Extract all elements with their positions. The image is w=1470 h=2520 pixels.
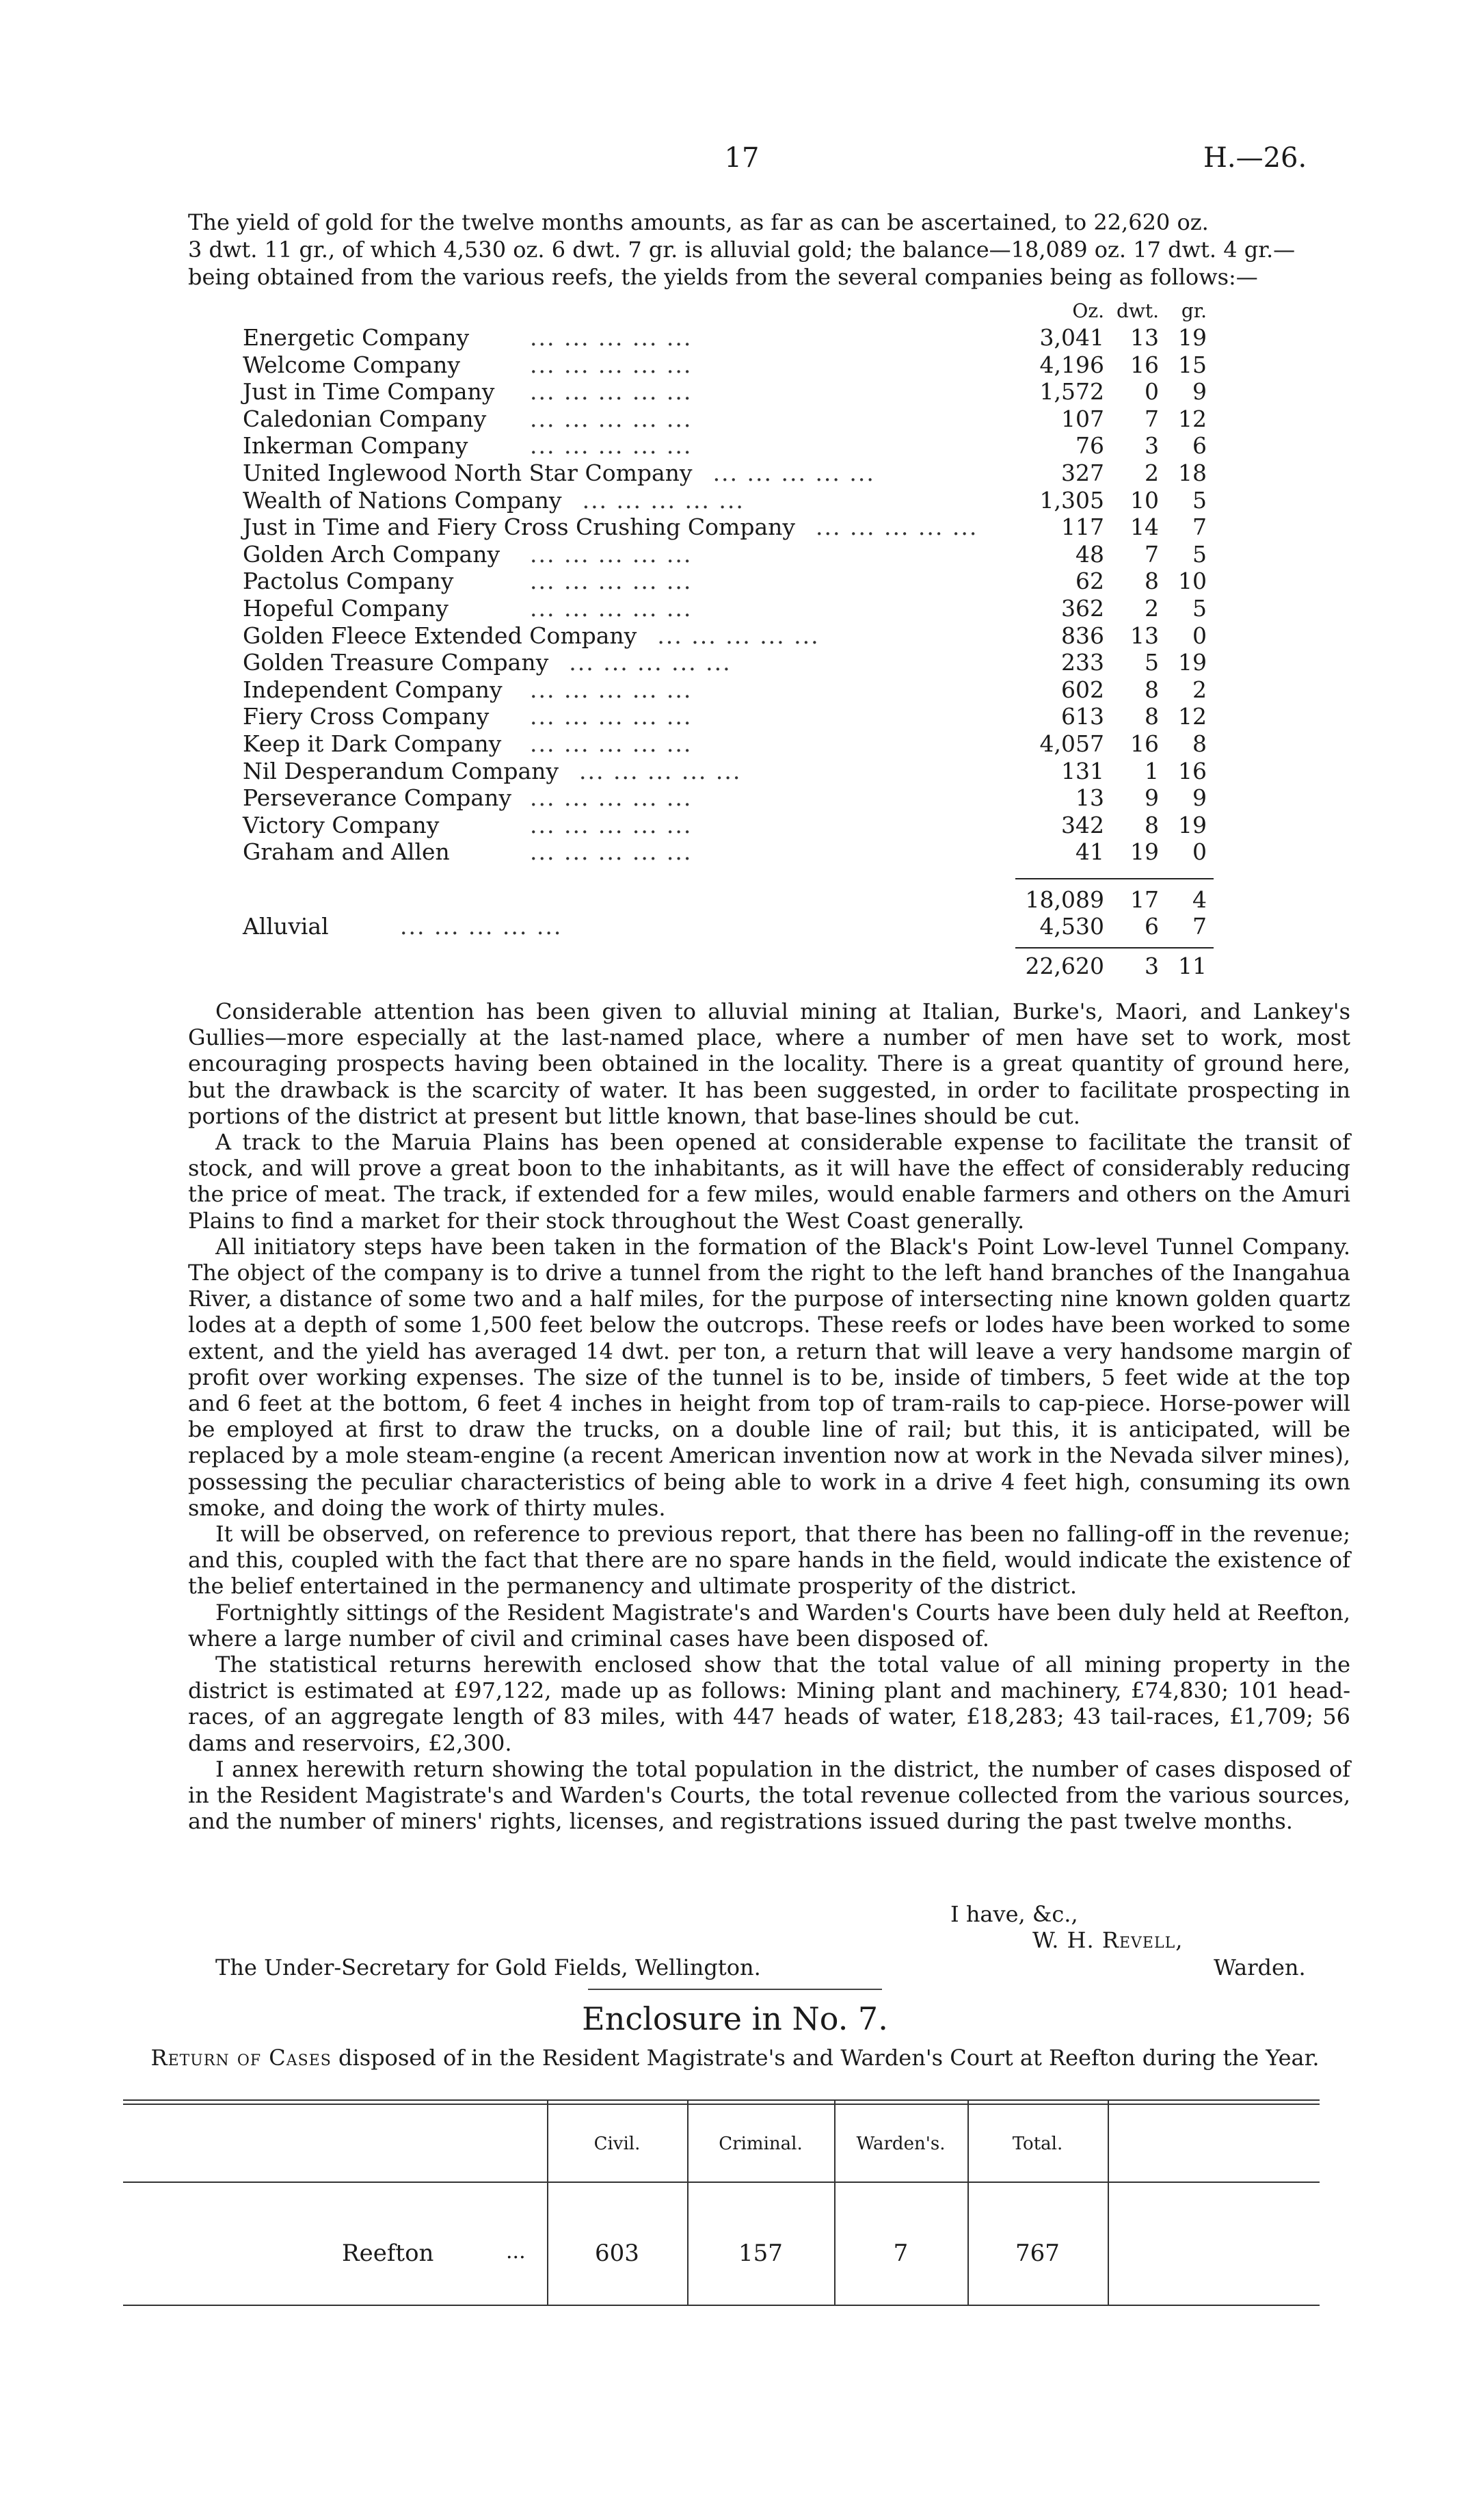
column-divider xyxy=(687,2099,689,2305)
company-yield-row xyxy=(243,730,1234,758)
yield-dwt: 13 xyxy=(1130,324,1159,351)
cell-total: 767 xyxy=(1015,2240,1060,2267)
alluvial-label: Alluvial xyxy=(243,913,329,940)
salutation: I have, &c., xyxy=(950,1901,1078,1927)
yield-gr: 8 xyxy=(1192,730,1207,757)
leader-dots: ... ... ... ... ... xyxy=(530,540,693,568)
yield-gr: 12 xyxy=(1178,703,1207,730)
yield-dwt: 8 xyxy=(1145,568,1159,595)
cell-criminal: 157 xyxy=(738,2240,783,2267)
yield-gr: 9 xyxy=(1192,784,1207,812)
yield-dwt: 1 xyxy=(1145,757,1159,784)
company-name: Independent Company xyxy=(243,676,503,703)
paragraph-annex: I annex herewith return showing the total population in the district, the number of cases disposed of in the Resident Magistrate's and Warden's Courts, the total revenue collected from the various sources, and the number of miners' rights, licenses, and registrations issued during the past twelve months. xyxy=(188,1755,1350,1835)
unit-header-oz: Oz. xyxy=(1072,300,1104,322)
column-divider xyxy=(1108,2099,1109,2305)
yield-oz: 62 xyxy=(1075,568,1104,595)
cell-wardens: 7 xyxy=(893,2240,909,2267)
yield-dwt: 16 xyxy=(1130,730,1159,757)
yield-oz: 76 xyxy=(1075,432,1104,460)
yield-oz: 1,305 xyxy=(1039,486,1104,514)
yield-oz: 131 xyxy=(1061,757,1104,784)
yield-oz: 342 xyxy=(1061,811,1104,838)
yield-oz: 4,057 xyxy=(1039,730,1104,757)
intro-paragraph xyxy=(188,209,1350,291)
yield-dwt: 9 xyxy=(1145,784,1159,812)
subtotal-rule xyxy=(1015,878,1214,879)
header-wardens: Warden's. xyxy=(856,2134,946,2154)
yield-gr: 16 xyxy=(1178,757,1207,784)
leader-dots: ... ... ... ... ... xyxy=(530,594,693,622)
company-name: United Inglewood North Star Company xyxy=(243,459,693,486)
leader-dots: ... ... ... ... ... xyxy=(530,378,693,406)
company-name: Golden Treasure Company xyxy=(243,649,549,676)
company-name: Graham and Allen xyxy=(243,838,450,866)
yield-gr: 19 xyxy=(1178,324,1207,351)
yield-gr: 12 xyxy=(1178,405,1207,432)
enclosure-title: Enclosure in No. 7. xyxy=(582,2000,888,2037)
yield-gr: 2 xyxy=(1192,676,1207,703)
company-name: Victory Company xyxy=(243,811,440,838)
yield-dwt: 7 xyxy=(1145,540,1159,568)
company-name: Keep it Dark Company xyxy=(243,730,502,757)
unit-header-dwt: dwt. xyxy=(1116,300,1159,322)
yield-oz: 48 xyxy=(1075,540,1104,568)
yield-gr: 5 xyxy=(1192,540,1207,568)
paragraph-revenue: It will be observed, on reference to previous report, that there has been no falling-off in the revenue; and this, coupled with the fact that there are no spare hands in the field, would indicate the existence of the belief entertained in the permanency and ultimate prosperity of the district. xyxy=(188,1521,1350,1600)
alluvial-row xyxy=(243,913,1234,940)
enclosure-subtitle-lead: Return of Cases xyxy=(150,2045,332,2071)
intro-line: The yield of gold for the twelve months amounts, as far as can be ascertained, to 22,620 oz. xyxy=(188,209,1209,235)
yield-gr: 5 xyxy=(1192,594,1207,622)
company-yield-row xyxy=(243,838,1234,866)
yield-oz: 1,572 xyxy=(1039,378,1104,406)
yield-dwt: 8 xyxy=(1145,703,1159,730)
yield-gr: 7 xyxy=(1192,514,1207,541)
paragraph-maruia-track: A track to the Maruia Plains has been opened at considerable expense to facilitate the transit of stock, and will prove a great boon to the inhabitants, as it will have the effect of considerably reducing the price of meat. The track, if extended for a few miles, would enable farmers and others on the Amuri Plains to find a market for their stock throughout the West Coast generally. xyxy=(188,1129,1350,1234)
yield-gr: 15 xyxy=(1178,351,1207,378)
yield-dwt: 16 xyxy=(1130,351,1159,378)
company-yield-row xyxy=(243,487,1234,514)
company-yield-row xyxy=(243,460,1234,487)
page-header xyxy=(0,142,1470,183)
company-yield-row xyxy=(243,406,1234,433)
table-top-rule xyxy=(123,2099,1320,2101)
total-dwt: 3 xyxy=(1145,953,1159,980)
subtotal-gr: 4 xyxy=(1192,886,1207,913)
gold-yield-table xyxy=(243,300,1234,980)
paragraph-alluvial-mining: Considerable attention has been given to alluvial mining at Italian, Burke's, Maori, and Lankey's Gullies—more especially at the last-named place, where a number of men have set to work, most encouraging prospects having been obtained in the locality. There is a great quantity of ground here, but the drawback is the scarcity of water. It has been suggested, in order to facilitate prospecting in portions of the district at present but little known, that base-lines should be cut. xyxy=(188,998,1350,1129)
subtotal-dwt: 17 xyxy=(1130,886,1159,913)
leader-dots: ... ... ... ... ... xyxy=(712,459,875,486)
leader-dots: ... ... ... ... ... xyxy=(530,405,693,432)
unit-header-row xyxy=(243,300,1234,324)
yield-gr: 0 xyxy=(1192,838,1207,866)
total-gr: 11 xyxy=(1178,953,1207,980)
company-name: Fiery Cross Company xyxy=(243,703,490,730)
header-bottom-rule xyxy=(123,2181,1320,2183)
company-yield-row xyxy=(243,568,1234,595)
leader-dots: ... ... ... ... ... xyxy=(530,324,693,351)
yield-dwt: 8 xyxy=(1145,811,1159,838)
company-name: Just in Time and Fiery Cross Crushing Company xyxy=(243,514,796,541)
company-yield-row xyxy=(243,758,1234,785)
column-divider xyxy=(547,2099,548,2305)
leader-dots: ... ... ... ... ... xyxy=(530,838,693,866)
yield-gr: 18 xyxy=(1178,459,1207,486)
total-oz: 22,620 xyxy=(1025,953,1104,980)
alluvial-oz: 4,530 xyxy=(1039,913,1104,940)
cell-civil: 603 xyxy=(595,2240,639,2267)
company-yield-row xyxy=(243,622,1234,650)
company-name: Golden Fleece Extended Company xyxy=(243,622,637,649)
column-divider xyxy=(834,2099,836,2305)
leader-dots: ... ... ... ... ... xyxy=(816,514,978,541)
yield-oz: 13 xyxy=(1075,784,1104,812)
row-place: Reefton xyxy=(342,2240,434,2267)
yield-dwt: 2 xyxy=(1145,459,1159,486)
company-yield-row xyxy=(243,676,1234,704)
yield-oz: 233 xyxy=(1061,649,1104,676)
yield-oz: 836 xyxy=(1061,622,1104,649)
yield-dwt: 19 xyxy=(1130,838,1159,866)
total-rule xyxy=(1015,947,1214,949)
leader-dots: ... ... ... ... ... xyxy=(530,811,693,838)
addressee: The Under-Secretary for Gold Fields, Wellington. xyxy=(215,1954,761,1980)
signatory-role: Warden. xyxy=(1214,1954,1306,1980)
yield-oz: 602 xyxy=(1061,676,1104,703)
yield-dwt: 13 xyxy=(1130,622,1159,649)
yield-gr: 9 xyxy=(1192,378,1207,406)
yield-dwt: 3 xyxy=(1145,432,1159,460)
company-name: Hopeful Company xyxy=(243,594,449,622)
paragraph-tunnel-company: All initiatory steps have been taken in the formation of the Black's Point Low-level Tunnel Company. The object of the company is to drive a tunnel from the right to the left hand branches of the Inangahua River, a distance of some two and a half miles, for the purpose of intersecting nine known golden quartz lodes at a depth of some 1,500 feet below the outcrops. These reefs or lodes have been worked to some extent, and the yield has averaged 14 dwt. per ton, a return that will leave a very handsome margin of profit over working expenses. The size of the tunnel is to be, inside of timbers, 5 feet wide at the top and 6 feet at the bottom, 6 feet 4 inches in height from top of tram-rails to cap-piece. Horse-power will be employed at first to draw the trucks, on a double line of rail; but this, it is anticipated, will be replaced by a mole steam-engine (a recent American invention now at work in the Nevada silver mines), possessing the peculiar characteristics of being able to work in a drive 4 feet high, consuming its own smoke, and doing the work of thirty mules. xyxy=(188,1233,1350,1521)
total-rule-row xyxy=(243,940,1234,953)
company-yield-row xyxy=(243,812,1234,839)
company-name: Welcome Company xyxy=(243,351,461,378)
company-name: Energetic Company xyxy=(243,324,470,351)
yield-oz: 327 xyxy=(1061,459,1104,486)
company-yield-row xyxy=(243,432,1234,460)
company-yield-row xyxy=(243,595,1234,622)
intro-line: 3 dwt. 11 gr., of which 4,530 oz. 6 dwt. 7 gr. is alluvial gold; the balance—18,089 oz. 17 dwt. 4 gr.— xyxy=(188,237,1296,263)
company-yield-row xyxy=(243,703,1234,730)
company-name: Nil Desperandum Company xyxy=(243,757,559,784)
page-number: 17 xyxy=(724,142,760,174)
paragraph-mining-property: The statistical returns herewith enclosed show that the total value of all mining property in the district is estimated at £97,122, made up as follows: Mining plant and machinery, £74,830; 101 head-races, of an aggregate length of 83 miles, with 447 heads of water, £18,283; 43 tail-races, £1,709; 56 dams and reservoirs, £2,300. xyxy=(188,1652,1350,1756)
total-row xyxy=(243,953,1234,980)
company-yield-row xyxy=(243,352,1234,379)
header-criminal: Criminal. xyxy=(719,2134,803,2154)
yield-gr: 0 xyxy=(1192,622,1207,649)
company-yield-row xyxy=(243,649,1234,676)
header-total: Total. xyxy=(1012,2134,1063,2154)
alluvial-dwt: 6 xyxy=(1145,913,1159,940)
yield-gr: 5 xyxy=(1192,486,1207,514)
return-of-cases-table xyxy=(123,2099,1320,2332)
row-leader: ... xyxy=(506,2240,526,2264)
yield-oz: 362 xyxy=(1061,594,1104,622)
leader-dots: ... ... ... ... ... xyxy=(530,676,693,703)
yield-dwt: 10 xyxy=(1130,486,1159,514)
intro-line: being obtained from the various reefs, the yields from the several companies being as follows:— xyxy=(188,264,1258,290)
header-civil: Civil. xyxy=(593,2134,641,2154)
table-bottom-rule xyxy=(123,2305,1320,2306)
subtotal-oz: 18,089 xyxy=(1025,886,1104,913)
leader-dots: ... ... ... ... ... xyxy=(657,622,820,649)
leader-dots: ... ... ... ... ... xyxy=(530,730,693,757)
leader-dots: ... ... ... ... ... xyxy=(582,486,745,514)
yield-dwt: 5 xyxy=(1145,649,1159,676)
company-name: Pactolus Company xyxy=(243,568,454,595)
subtotal-rule-row xyxy=(243,866,1234,886)
yield-dwt: 14 xyxy=(1130,514,1159,541)
enclosure-subtitle xyxy=(137,2045,1333,2071)
alluvial-gr: 7 xyxy=(1192,913,1207,940)
alluvial-leader: ... ... ... ... ... xyxy=(400,913,563,940)
yield-gr: 6 xyxy=(1192,432,1207,460)
table-top-rule-inner xyxy=(123,2104,1320,2105)
yield-rows xyxy=(243,324,1234,866)
company-yield-row xyxy=(243,324,1234,352)
company-name: Caledonian Company xyxy=(243,405,487,432)
leader-dots: ... ... ... ... ... xyxy=(530,432,693,460)
yield-gr: 10 xyxy=(1178,568,1207,595)
company-yield-row xyxy=(243,541,1234,568)
company-name: Just in Time Company xyxy=(243,378,495,406)
leader-dots: ... ... ... ... ... xyxy=(579,757,742,784)
yield-dwt: 2 xyxy=(1145,594,1159,622)
leader-dots: ... ... ... ... ... xyxy=(530,703,693,730)
company-name: Perseverance Company xyxy=(243,784,511,812)
report-body xyxy=(188,998,1350,1835)
paragraph-courts: Fortnightly sittings of the Resident Magistrate's and Warden's Courts have been duly held at Reefton, where a large number of civil and criminal cases have been disposed of. xyxy=(188,1599,1350,1652)
company-yield-row xyxy=(243,784,1234,812)
yield-oz: 41 xyxy=(1075,838,1104,866)
yield-oz: 613 xyxy=(1061,703,1104,730)
yield-dwt: 7 xyxy=(1145,405,1159,432)
yield-dwt: 8 xyxy=(1145,676,1159,703)
yield-oz: 107 xyxy=(1061,405,1104,432)
leader-dots: ... ... ... ... ... xyxy=(530,351,693,378)
subtotal-row xyxy=(243,886,1234,914)
leader-dots: ... ... ... ... ... xyxy=(530,568,693,595)
yield-oz: 3,041 xyxy=(1039,324,1104,351)
signatory: W. H. Revell, xyxy=(1032,1927,1184,1953)
unit-header-gr: gr. xyxy=(1181,300,1207,322)
yield-gr: 19 xyxy=(1178,811,1207,838)
document-code: H.—26. xyxy=(1203,142,1307,174)
yield-gr: 19 xyxy=(1178,649,1207,676)
company-name: Wealth of Nations Company xyxy=(243,486,562,514)
column-divider xyxy=(967,2099,969,2305)
company-name: Inkerman Company xyxy=(243,432,468,460)
company-yield-row xyxy=(243,378,1234,406)
leader-dots: ... ... ... ... ... xyxy=(530,784,693,812)
company-name: Golden Arch Company xyxy=(243,540,500,568)
section-divider xyxy=(588,1989,882,1990)
yield-oz: 4,196 xyxy=(1039,351,1104,378)
leader-dots: ... ... ... ... ... xyxy=(569,649,732,676)
yield-oz: 117 xyxy=(1061,514,1104,541)
yield-dwt: 0 xyxy=(1145,378,1159,406)
enclosure-subtitle-rest: disposed of in the Resident Magistrate's and Warden's Court at Reefton during the Year. xyxy=(331,2045,1320,2071)
company-yield-row xyxy=(243,514,1234,541)
